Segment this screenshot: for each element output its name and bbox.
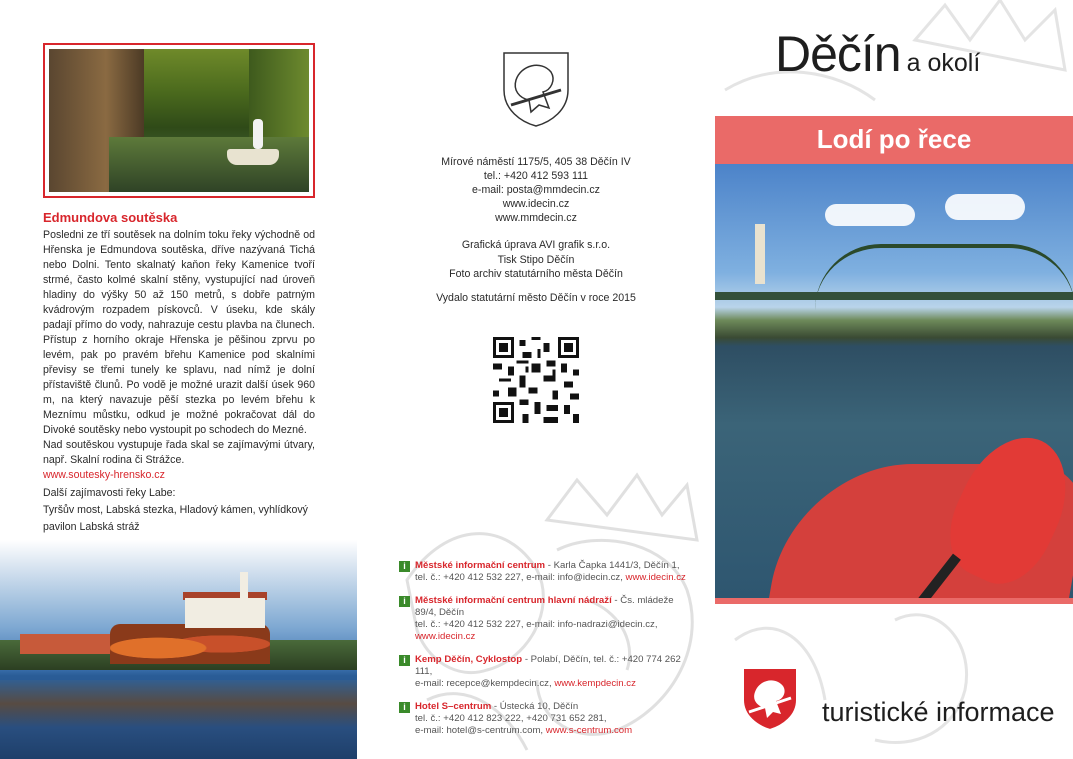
info-point-address: - Čs. mládeže 89/4, Děčín (415, 595, 674, 618)
info-icon: i (399, 702, 410, 713)
gorge-paragraph: Posledni ze tří soutěsek na dolním toku řeky východně od Hřenska je Edmundova soutěska, dříve nazývaná Tichá nebo Dolni. Tento skalnatý kaňon řeky Kamenice tvoří strmé, často kolmé skalní stěny, vystupující nad úroveň hladiny do výšky 50 až 150 metrů, s dobře patrným kvádrovým rozpadem pískovců. V úseku, kde skály padají přímo do vody, nahrazuje cestu plavba na člunech. Přístup z horního okraje Hřenska je pěšinou zprvu po levém, pak po pravém břehu Kamenice pod skalními převisy se třemi tunely ke splavu, nad nímž je dolní přístaviště člunů. Po vodě je možné urazit další úsek 960 m, na který navazuje pěší stezka po levém břehu k Meznímu můstku, odkud je možné pokračovat dál do Divoké soutěsky nebo vystoupit po schodech do Mezné. (43, 229, 315, 436)
gorge-description (43, 228, 315, 483)
info-point (397, 560, 697, 584)
gorge-website-link[interactable]: www.soutesky-hrensko.cz (43, 469, 165, 481)
info-point-contact: e-mail: recepce@kempdecin.cz, (415, 678, 552, 689)
info-point-web-link[interactable]: www.idecin.cz (625, 572, 686, 583)
info-point-web-link[interactable]: www.kempdecin.cz (554, 678, 636, 689)
info-point-name: Městské informační centrum (415, 560, 546, 571)
info-point-address: - Polabí, Děčín, tel. č.: +420 774 262 111, (415, 654, 681, 677)
info-points-list (397, 560, 697, 748)
credit-print: Tisk Stipo Děčín (497, 253, 575, 266)
info-point-name: Městské informační centrum hlavní nádraží (415, 595, 612, 606)
email[interactable]: e-mail: posta@mmdecin.cz (472, 184, 600, 196)
info-point-contact: tel. č.: +420 412 823 222, +420 731 652 281, (415, 713, 607, 724)
info-icon: i (399, 655, 410, 666)
right-panel (715, 0, 1073, 759)
castle-photo (0, 540, 357, 759)
info-point-contact: tel. č.: +420 412 532 227, e-mail: info@idecin.cz, (415, 572, 623, 583)
gorge-paragraph-2: Nad soutěskou vystupuje řada skal se zajímavými útvary, např. Skalní rodina či Strážce. (43, 439, 315, 466)
info-point-web-link[interactable]: www.s-centrum.com (545, 725, 633, 736)
title-sub: a okolí (906, 49, 981, 77)
info-point (397, 701, 697, 737)
city-emblem-icon (741, 666, 799, 732)
left-panel (0, 0, 357, 759)
info-icon: i (399, 561, 410, 572)
phone: tel.: +420 412 593 111 (483, 170, 589, 182)
river-kayak-photo (715, 164, 1073, 598)
contact-block (357, 155, 715, 225)
brochure-title (775, 25, 980, 83)
middle-panel (357, 0, 715, 759)
issued-by: Vydalo statutární město Děčín v roce 2015 (436, 292, 636, 304)
section-title: Edmundova soutěska (43, 210, 178, 225)
info-point-contact: tel. č.: +420 412 532 227, e-mail: info-nadrazi@idecin.cz, (415, 619, 658, 630)
gorge-photo (43, 43, 315, 198)
credits-block (357, 238, 715, 282)
info-point-address: - Ústecká 10, Děčín (491, 701, 579, 712)
footer-label: turistické informace (822, 697, 1055, 727)
info-point-address: - Karla Čapka 1441/3, Děčín 1, (545, 560, 680, 571)
web-link-idecin[interactable]: www.idecin.cz (502, 198, 570, 210)
credit-photo: Foto archiv statutárního města Děčín (449, 268, 623, 280)
photo-bottom-band (715, 598, 1073, 604)
info-point (397, 595, 697, 643)
info-icon: i (399, 596, 410, 607)
city-emblem-icon (501, 50, 571, 128)
more-heading: Další zajímavosti řeky Labe: (43, 487, 176, 499)
address: Mírové náměstí 1175/5, 405 38 Děčín IV (441, 156, 631, 168)
info-point-name: Kemp Děčín, Cyklostop (415, 654, 523, 665)
title-main: Děčín (775, 26, 901, 82)
more-list: Tyršův most, Labská stezka, Hladový kámen, vyhlídkový pavilon Labská stráž (43, 504, 308, 533)
brochure-subtitle: Lodí po řece (816, 124, 972, 154)
info-point-web-link[interactable]: www.idecin.cz (415, 631, 476, 642)
info-point (397, 654, 697, 690)
info-point-email: e-mail: hotel@s-centrum.com, (415, 725, 544, 736)
qr-code-icon[interactable] (493, 337, 579, 423)
web-link-mmdecin[interactable]: www.mmdecin.cz (495, 212, 577, 224)
credit-graphic: Grafická úprava AVI grafik s.r.o. (461, 239, 611, 251)
info-point-name: Hotel S–centrum (415, 701, 492, 712)
more-attractions (43, 485, 333, 536)
